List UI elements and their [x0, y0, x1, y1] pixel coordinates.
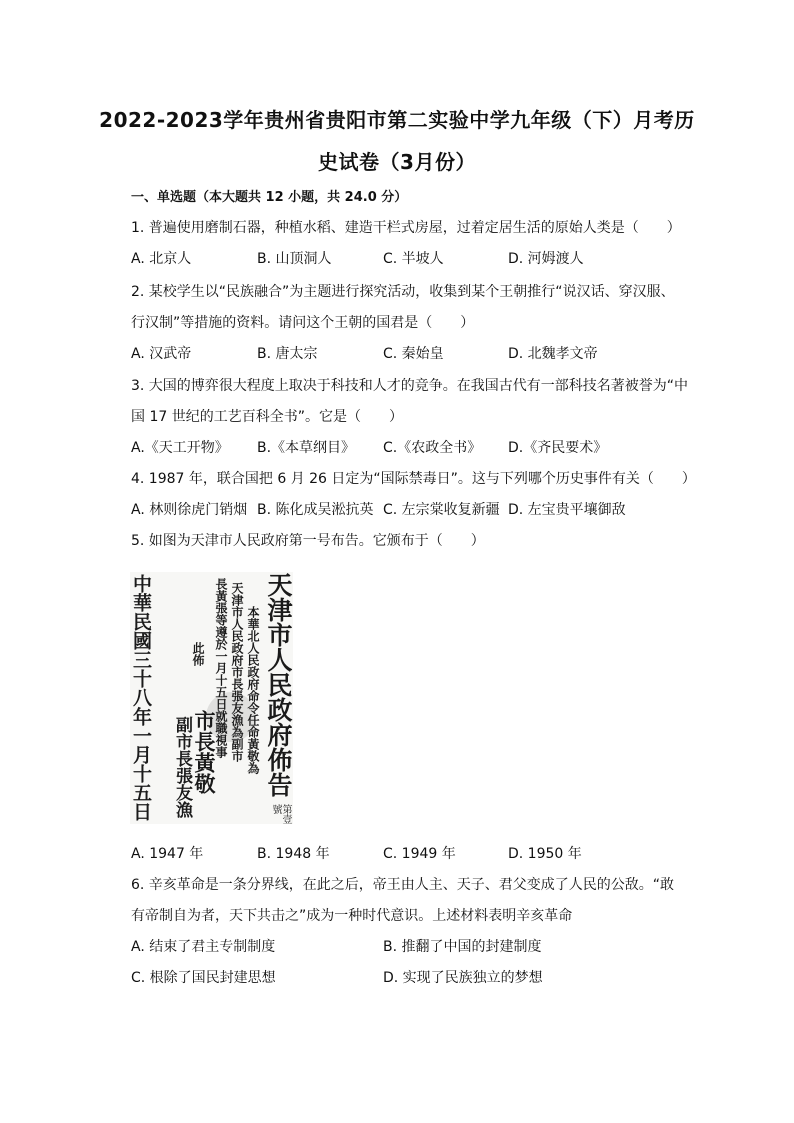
question-3-option-b[interactable]: B.《本草纲目》: [257, 440, 356, 456]
question-2-option-b[interactable]: B. 唐太宗: [257, 346, 318, 362]
question-4-option-c[interactable]: C. 左宗棠收复新疆: [383, 502, 500, 518]
question-1-option-d[interactable]: D. 河姆渡人: [508, 251, 584, 267]
question-5-option-c[interactable]: C. 1949 年: [383, 846, 456, 862]
question-1-stem: 1. 普遍使用磨制石器，种植水稻、建造干栏式房屋，过着定居生活的原始人类是（ ）: [131, 220, 681, 236]
notice-number: 第壹號: [270, 804, 291, 824]
question-3-option-d[interactable]: D.《齐民要术》: [508, 440, 608, 456]
question-5-option-b[interactable]: B. 1948 年: [257, 846, 330, 862]
question-4-stem: 4. 1987 年，联合国把 6 月 26 日定为“国际禁毒日”。这与下列哪个历史事件有关（ ）: [131, 471, 696, 487]
notice-vice-mayor: 副市長張友漁: [172, 716, 192, 818]
question-6-option-d[interactable]: D. 实现了民族独立的梦想: [383, 970, 543, 986]
notice-body-line3: 長黃張等遵於一月十五日就職視事: [214, 578, 228, 758]
question-6-stem-line1: 6. 辛亥革命是一条分界线，在此之后，帝王由人主、天子、君父变成了人民的公敌。“敢: [131, 877, 675, 893]
question-3-option-a[interactable]: A.《天工开物》: [131, 440, 229, 456]
question-3-option-c[interactable]: C.《农政全书》: [383, 440, 482, 456]
section-heading: 一、单选题（本大题共 12 小题，共 24.0 分）: [131, 190, 408, 205]
question-2-stem-line2: 行汉制”等措施的资料。请问这个王朝的国君是（ ）: [131, 315, 475, 331]
exam-title-line2: 史试卷（3月份）: [318, 150, 476, 174]
question-6-stem-line2: 有帝制自为者，天下共击之”成为一种时代意识。上述材料表明辛亥革命: [131, 908, 573, 924]
question-2-stem-line1: 2. 某校学生以“民族融合”为主题进行探究活动，收集到某个王朝推行“说汉话、穿汉服、: [131, 284, 675, 300]
question-5-option-d[interactable]: D. 1950 年: [508, 846, 582, 862]
question-3-stem-line2: 国 17 世纪的工艺百科全书”。它是（ ）: [131, 409, 403, 425]
question-4-option-a[interactable]: A. 林则徐虎门销烟: [131, 502, 248, 518]
notice-mayor: 市長黃敬: [192, 710, 217, 794]
question-6-option-c[interactable]: C. 根除了国民封建思想: [131, 970, 276, 986]
notice-body-line4: 此佈: [191, 642, 205, 666]
question-5-stem: 5. 如图为天津市人民政府第一号布告。它颁布于（ ）: [131, 533, 485, 549]
question-6-option-a[interactable]: A. 结束了君主专制制度: [131, 939, 276, 955]
notice-date: 中華民國三十八年一月十五日: [130, 574, 152, 821]
question-2-option-d[interactable]: D. 北魏孝文帝: [508, 346, 598, 362]
question-6-option-b[interactable]: B. 推翻了中国的封建制度: [383, 939, 542, 955]
tianjin-government-notice-image: [130, 572, 293, 824]
question-2-option-a[interactable]: A. 汉武帝: [131, 346, 192, 362]
question-2-option-c[interactable]: C. 秦始皇: [383, 346, 444, 362]
notice-body-line1: 本華北人民政府命令任命黃敬為: [246, 606, 260, 774]
question-1-option-c[interactable]: C. 半坡人: [383, 251, 444, 267]
question-4-option-d[interactable]: D. 左宝贵平壤御敌: [508, 502, 626, 518]
question-1-option-b[interactable]: B. 山顶洞人: [257, 251, 332, 267]
question-5-option-a[interactable]: A. 1947 年: [131, 846, 204, 862]
question-3-stem-line1: 3. 大国的博弈很大程度上取决于科技和人才的竞争。在我国古代有一部科技名著被誉为“中: [131, 378, 689, 394]
exam-title-line1: 2022-2023学年贵州省贵阳市第二实验中学九年级（下）月考历: [99, 108, 695, 132]
notice-body-line2: 天津市人民政府市長張友漁為副市: [230, 582, 244, 762]
question-1-option-a[interactable]: A. 北京人: [131, 251, 192, 267]
notice-heading: 天津市人民政府佈告: [264, 572, 293, 797]
question-4-option-b[interactable]: B. 陈化成吴淞抗英: [257, 502, 374, 518]
